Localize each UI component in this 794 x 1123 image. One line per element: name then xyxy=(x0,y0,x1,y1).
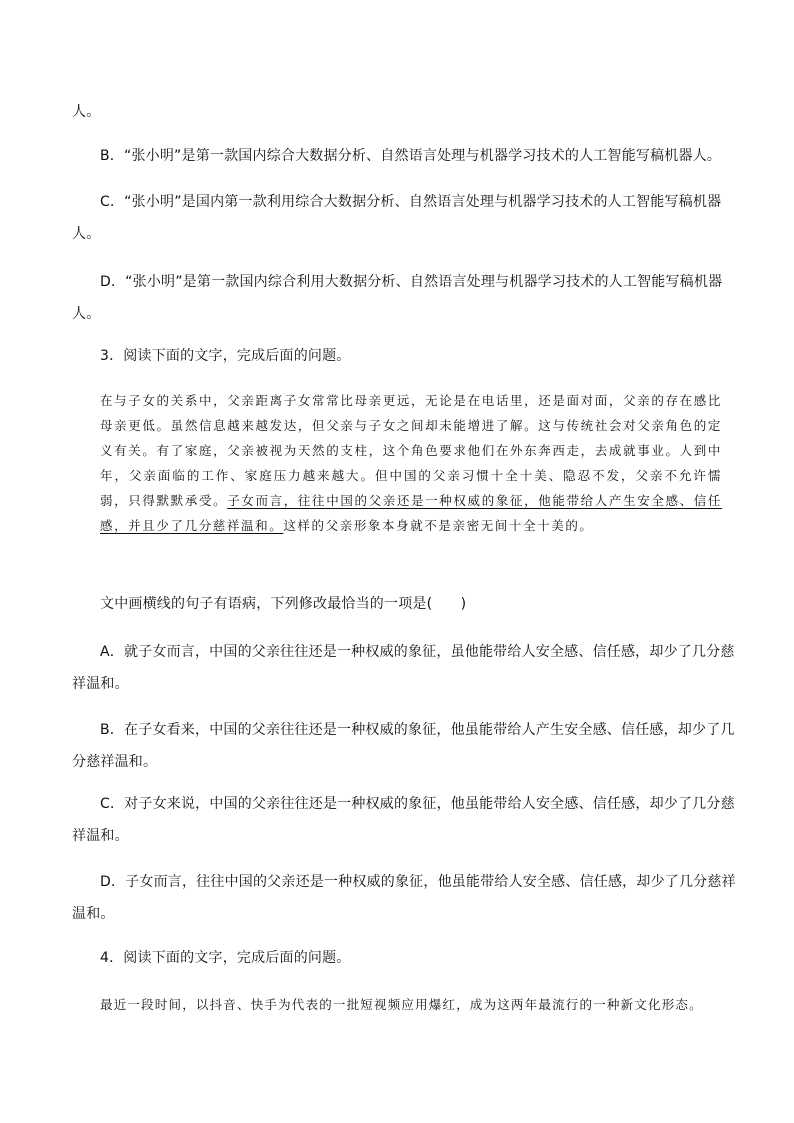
q3-option-a-line2: 祥温和。 xyxy=(72,676,129,692)
q3-option-b-line1: B．在子女看来，中国的父亲往往还是一种权威的象征，他虽能带给人产生安全感、信任感，却少了几 xyxy=(100,722,735,738)
q3-heading: 3．阅读下面的文字，完成后面的问题。 xyxy=(100,348,351,364)
q2-option-d-line1: D．“张小明”是第一款国内综合利用大数据分析、自然语言处理与机器学习技术的人工智能写稿机器 xyxy=(100,274,723,290)
q3-passage xyxy=(72,388,722,538)
q3-option-c-line1: C．对子女来说，中国的父亲往往还是一种权威的象征，他虽能带给人安全感、信任感，却少了几分慈 xyxy=(100,796,735,812)
q3-passage-plain: 在与子女的关系中，父亲距离子女常常比母亲更远，无论是在电话里，还是面对面，父亲的存在感比母亲更低。虽然信息越来越发达，但父亲与子女之间却未能增进了解。这与传统社会对父亲角色的定义有关。有了家庭，父亲被视为天然的支柱，这个角色要求他们在外东奔西走，去成就事业。人到中年，父亲面临的工作、家庭压力越来越大。但中国的父亲习惯十全十美、隐忍不发，父亲不允许懦弱，只得默默承受。 xyxy=(100,393,722,508)
q4-heading: 4．阅读下面的文字，完成后面的问题。 xyxy=(100,950,351,966)
q2-option-d-line2: 人。 xyxy=(72,306,101,322)
q4-passage xyxy=(72,992,722,1017)
q2-option-c-line1: C．“张小明”是国内第一款利用综合大数据分析、自然语言处理与机器学习技术的人工智能写稿机器 xyxy=(100,194,722,210)
q3-option-c-line2: 祥温和。 xyxy=(72,828,129,844)
q3-passage-end: 这样的父亲形象本身就不是亲密无间十全十美的。 xyxy=(283,518,594,533)
q3-question: 文中画横线的句子有语病，下列修改最恰当的一项是( ) xyxy=(100,596,467,612)
q3-passage-underlined-sentence: 子女而言，往往中国的父亲还是一种权威的象征，他能带给人产生安全感、信任感，并且少了几分慈祥温和。 xyxy=(100,493,722,533)
q2-option-b: B．“张小明”是第一款国内综合大数据分析、自然语言处理与机器学习技术的人工智能写稿机器人。 xyxy=(100,148,722,164)
q2-option-c-line2: 人。 xyxy=(72,226,101,242)
q2-option-a-tail: 人。 xyxy=(72,104,101,120)
q3-option-d-line2: 温和。 xyxy=(72,906,115,922)
q3-option-b-line2: 分慈祥温和。 xyxy=(72,754,158,770)
q3-option-d-line1: D．子女而言，往往中国的父亲还是一种权威的象征，他虽能带给人安全感、信任感，却少了几分慈祥 xyxy=(100,874,736,890)
q3-option-a-line1: A．就子女而言，中国的父亲往往还是一种权威的象征，虽他能带给人安全感、信任感，却少了几分慈 xyxy=(100,644,735,660)
q4-passage-start: 最近一段时间，以抖音、快手为代表的一批短视频应用爆红，成为这两年最流行的一种新文化形态。 xyxy=(100,997,703,1012)
